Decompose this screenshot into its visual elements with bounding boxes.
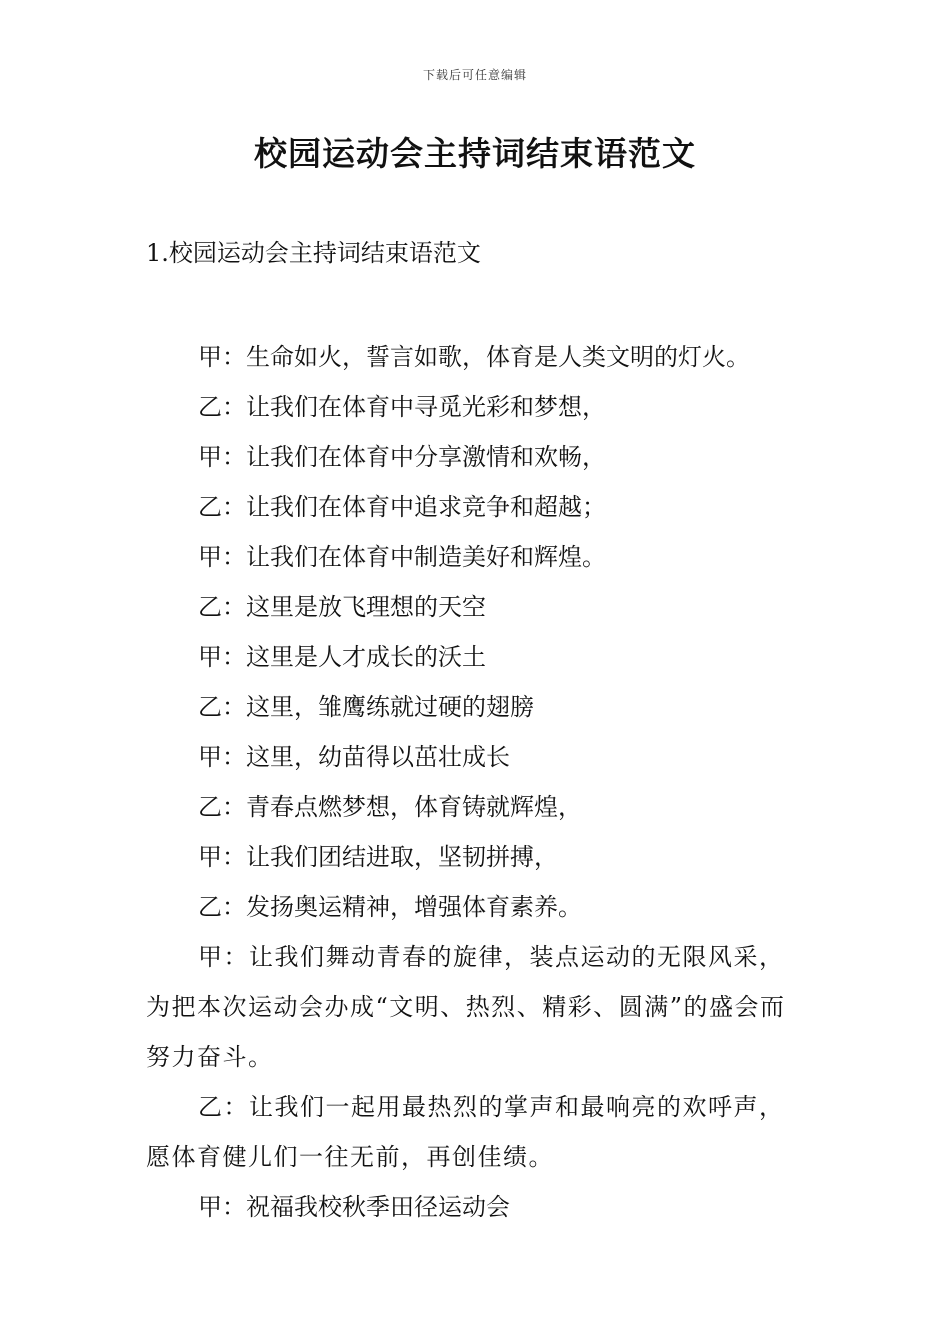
section-heading: 1.校园运动会主持词结束语范文 (146, 239, 481, 267)
dialogue-line: 乙：这里，雏鹰练就过硬的翅膀 (198, 693, 534, 721)
header-note: 下载后可任意编辑 (422, 68, 527, 82)
dialogue-line: 甲：这里，幼苗得以茁壮成长 (198, 743, 510, 771)
dialogue-line: 甲：让我们团结进取，坚韧拼搏， (198, 843, 558, 871)
dialogue-line: 甲：让我们在体育中分享激情和欢畅， (198, 443, 606, 471)
dialogue-line: 甲：让我们在体育中制造美好和辉煌。 (198, 543, 606, 571)
dialogue-line: 乙：发扬奥运精神，增强体育素养。 (198, 893, 582, 921)
dialogue-paragraph: 乙：让我们一起用最热烈的掌声和最响亮的欢呼声，愿体育健儿们一往无前，再创佳绩。 (146, 1093, 785, 1171)
dialogue-paragraph: 甲：让我们舞动青春的旋律，装点运动的无限风采，为把本次运动会办成“文明、热烈、精彩、圆满”的盛会而努力奋斗。 (146, 943, 786, 1071)
dialogue-line: 乙：让我们在体育中追求竞争和超越； (198, 493, 606, 521)
dialogue-line: 甲：生命如火，誓言如歌，体育是人类文明的灯火。 (198, 343, 750, 371)
dialogue-line: 乙：青春点燃梦想，体育铸就辉煌， (198, 793, 582, 821)
dialogue-line: 乙：让我们在体育中寻觅光彩和梦想， (198, 393, 606, 421)
dialogue-line: 甲：这里是人才成长的沃土 (198, 643, 486, 671)
dialogue-body (146, 332, 806, 1232)
dialogue-line: 乙：这里是放飞理想的天空 (198, 593, 486, 621)
dialogue-line: 甲：祝福我校秋季田径运动会 (198, 1193, 510, 1221)
document-title: 校园运动会主持词结束语范文 (254, 134, 696, 173)
